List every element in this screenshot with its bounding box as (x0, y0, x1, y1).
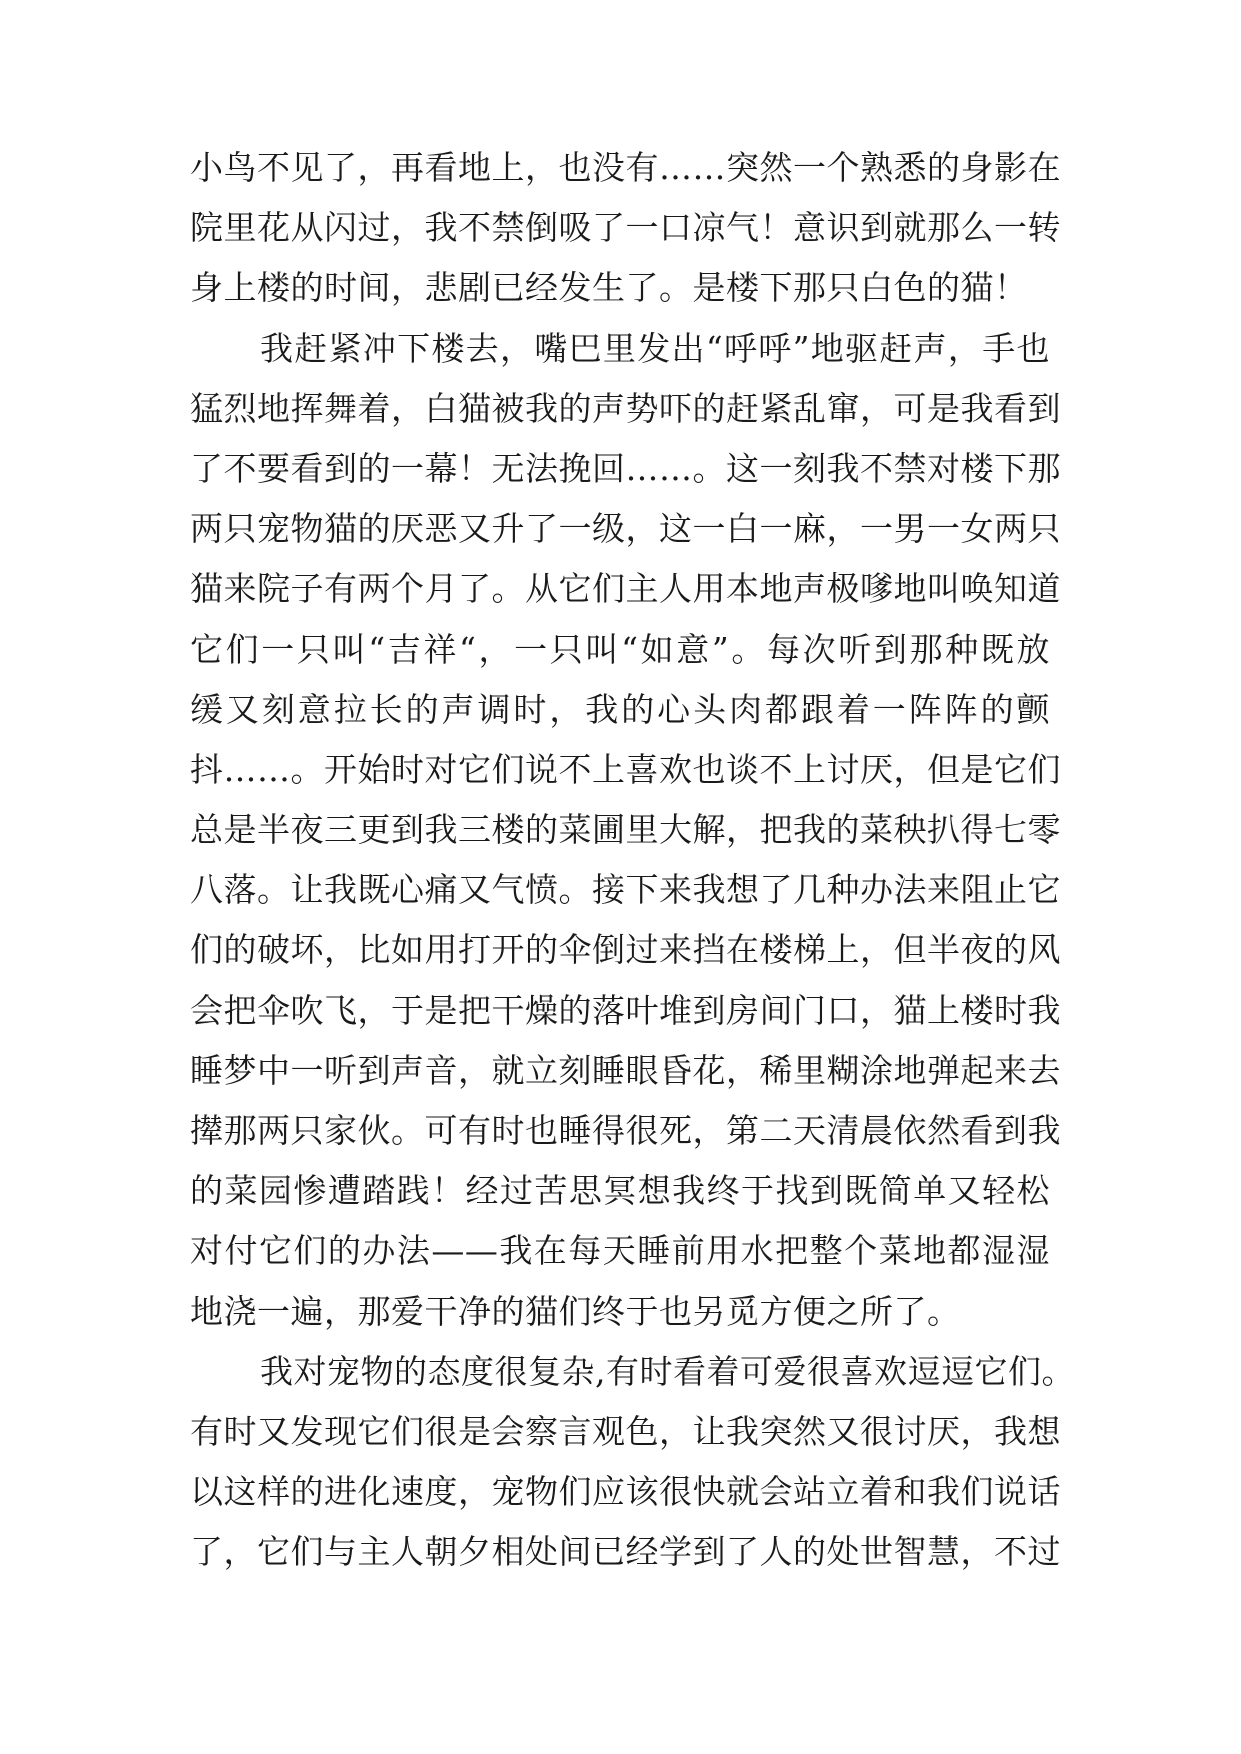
text-line: 总是半夜三更到我三楼的菜圃里大解，把我的菜秧扒得七零 (190, 810, 1061, 850)
text-line: 我对宠物的态度很复杂,有时看着可爱很喜欢逗逗它们。 (260, 1351, 1075, 1391)
document-page (190, 138, 1075, 1583)
text-line: 对付它们的办法——我在每天睡前用水把整个菜地都湿湿 (190, 1231, 1050, 1271)
text-line: 缓又刻意拉长的声调时，我的心头肉都跟着一阵阵的颤 (190, 689, 1050, 729)
text-line: 我赶紧冲下楼去，嘴巴里发出“呼呼”地驱赶声，手也 (260, 328, 1050, 368)
text-line: 睡梦中一听到声音，就立刻睡眼昏花，稀里糊涂地弹起来去 (190, 1050, 1061, 1090)
text-line: 们的破坏，比如用打开的伞倒过来挡在楼梯上，但半夜的风 (190, 930, 1061, 970)
text-line: 猛烈地挥舞着，白猫被我的声势吓的赶紧乱窜，可是我看到 (190, 388, 1061, 428)
text-line: 八落。让我既心痛又气愤。接下来我想了几种办法来阻止它 (190, 870, 1061, 910)
text-line: 院里花从闪过，我不禁倒吸了一口凉气！意识到就那么一转 (190, 208, 1061, 248)
text-line: 小鸟不见了，再看地上，也没有……突然一个熟悉的身影在 (190, 148, 1061, 187)
text-line: 地浇一遍，那爱干净的猫们终于也另觅方便之所了。 (190, 1291, 961, 1331)
text-line: 两只宠物猫的厌恶又升了一级，这一白一麻，一男一女两只 (190, 509, 1061, 549)
text-line: 以这样的进化速度，宠物们应该很快就会站立着和我们说话 (190, 1472, 1061, 1512)
text-line: 有时又发现它们很是会察言观色，让我突然又很讨厌，我想 (190, 1411, 1061, 1451)
text-line: 的菜园惨遭踏践！经过苦思冥想我终于找到既简单又轻松 (190, 1171, 1050, 1211)
text-line: 它们一只叫“吉祥“，一只叫“如意”。每次听到那种既放 (190, 629, 1050, 669)
paragraph-3 (190, 1342, 1075, 1583)
text-line: 撵那两只家伙。可有时也睡得很死，第二天清晨依然看到我 (190, 1111, 1061, 1150)
paragraph-2 (190, 319, 1061, 1342)
paragraph-1 (190, 138, 1061, 319)
text-line: 了不要看到的一幕！无法挽回……。这一刻我不禁对楼下那 (190, 448, 1061, 488)
text-line: 会把伞吹飞，于是把干燥的落叶堆到房间门口，猫上楼时我 (190, 990, 1061, 1030)
text-line: 了，它们与主人朝夕相处间已经学到了人的处世智慧，不过 (190, 1532, 1061, 1572)
text-line: 猫来院子有两个月了。从它们主人用本地声极嗲地叫唤知道 (190, 569, 1061, 609)
text-line: 抖……。开始时对它们说不上喜欢也谈不上讨厌，但是它们 (190, 749, 1061, 789)
text-line: 身上楼的时间，悲剧已经发生了。是楼下那只白色的猫！ (190, 268, 1028, 308)
